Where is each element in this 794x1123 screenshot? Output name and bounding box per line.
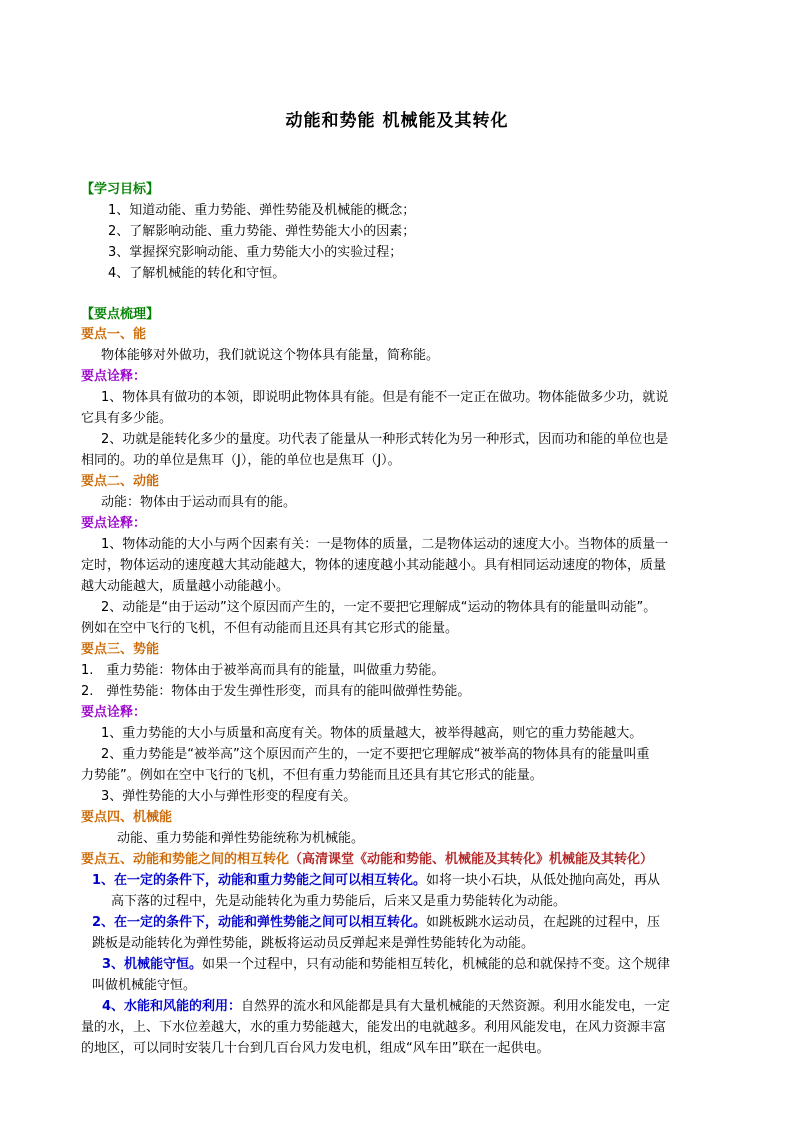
point-5-item-4-cont-2: 的地区，可以同时安装几十台到几百台风力发电机，组成“风车田”联在一起供电。 [81,1041,550,1056]
point-2-definition: 动能：物体由于运动而具有的能。 [101,495,297,510]
point-3-note-2a: 2、重力势能是“被举高”这个原因而产生的，一定不要把它理解成“被举高的物体具有的能量叫重 [101,747,650,762]
point-5-item-2 [92,913,660,933]
goal-item: 1、知道动能、重力势能、弹性势能及机械能的概念； [108,203,416,218]
point-1-note-label: 要点诠释： [81,369,147,384]
page-title: 动能和势能 机械能及其转化 [285,111,509,131]
point-1-heading: 要点一、能 [81,327,147,342]
point-5-item-1-lead: 1、在一定的条件下，动能和重力势能之间可以相互转化。 [92,873,427,888]
point-5-item-2-lead: 2、在一定的条件下，动能和弹性势能之间可以相互转化。 [92,915,427,930]
point-3-heading: 要点三、势能 [81,642,160,657]
point-5-item-2-cont: 跳板是动能转化为弹性势能，跳板将运动员反弹起来是弹性势能转化为动能。 [92,936,535,951]
points-heading: 【要点梳理】 [81,307,160,322]
point-3-note-2b: 力势能”。例如在空中飞行的飞机，不但有重力势能而且还具有其它形式的能量。 [81,768,543,783]
point-2-note-2a: 2、动能是“由于运动”这个原因而产生的，一定不要把它理解成“运动的物体具有的能量叫动能”。 [101,600,657,615]
point-5-item-4 [102,997,670,1017]
point-5-item-1 [92,871,660,891]
point-5-item-3 [102,955,670,975]
point-5-item-3-cont: 叫做机械能守恒。 [92,978,197,993]
point-4-heading: 要点四、机械能 [81,810,173,825]
point-5-item-3-lead: 3、机械能守恒。 [102,957,203,972]
goal-item: 4、了解机械能的转化和守恒。 [108,266,286,281]
point-3-note-3: 3、弹性势能的大小与弹性形变的程度有关。 [101,789,357,804]
point-5-heading-line [81,850,653,870]
point-4-definition: 动能、重力势能和弹性势能统称为机械能。 [117,831,365,846]
point-5-item-2-text: 如跳板跳水运动员，在起跳的过程中，压 [426,915,661,930]
goal-item: 2、了解影响动能、重力势能、弹性势能大小的因素； [108,224,416,239]
point-2-note-1b: 定时，物体运动的速度越大其动能越大，物体的速度越小其动能越小。具有相同运动速度的物体，质量 [81,558,667,573]
point-5-heading: 要点五、动能和势能之间的相互转化 [81,852,290,867]
point-5-item-1-text: 如将一块小石块，从低处抛向高处，再从 [426,873,661,888]
point-2-note-1a: 1、物体动能的大小与两个因素有关：一是物体的质量，二是物体运动的速度大小。当物体的质量一 [101,537,669,552]
point-5-item-4-cont-1: 量的水，上、下水位差越大，水的重力势能越大，能发出的电就越多。利用风能发电，在风力资源丰富 [81,1020,667,1035]
point-5-item-4-lead: 4、水能和风能的利用： [102,999,242,1014]
point-5-item-4-text: 自然界的流水和风能都是具有大量机械能的天然资源。利用水能发电，一定 [241,999,671,1014]
point-1-note-2a: 2、功就是能转化多少的量度。功代表了能量从一种形式转化为另一种形式，因而功和能的单位也是 [101,432,669,447]
goal-item: 3、掌握探究影响动能、重力势能大小的实验过程； [108,245,403,260]
goals-heading: 【学习目标】 [81,182,160,197]
point-2-note-2b: 例如在空中飞行的飞机，不但有动能而且还具有其它形式的能量。 [81,621,459,636]
point-1-definition: 物体能够对外做功，我们就说这个物体具有能量，简称能。 [101,348,440,363]
point-2-note-1c: 越大动能越大，质量越小动能越小。 [81,579,290,594]
point-2-heading: 要点二、动能 [81,474,160,489]
point-5-item-3-text: 如果一个过程中，只有动能和势能相互转化，机械能的总和就保持不变。这个规律 [202,957,671,972]
point-1-note-2b: 相同的。功的单位是焦耳（J），能的单位也是焦耳（J）。 [81,453,401,468]
point-3-elastic-def: 2. 弹性势能：物体由于发生弹性形变，而具有的能叫做弹性势能。 [81,684,471,699]
point-3-gravity-def: 1. 重力势能：物体由于被举高而具有的能量，叫做重力势能。 [81,663,445,678]
point-2-note-label: 要点诠释： [81,516,147,531]
point-3-note-label: 要点诠释： [81,705,147,720]
point-1-note-1a: 1、物体具有做功的本领，即说明此物体具有能。但是有能不一定正在做功。物体能做多少功，就说 [101,390,669,405]
point-3-note-1: 1、重力势能的大小与质量和高度有关。物体的质量越大，被举得越高，则它的重力势能越大。 [101,726,643,741]
point-5-reference: （高清课堂《动能和势能、机械能及其转化》机械能及其转化） [289,852,654,867]
point-1-note-1b: 它具有多少能。 [81,411,173,426]
point-5-item-1-cont: 高下落的过程中，先是动能转化为重力势能后，后来又是重力势能转化为动能。 [111,894,567,909]
